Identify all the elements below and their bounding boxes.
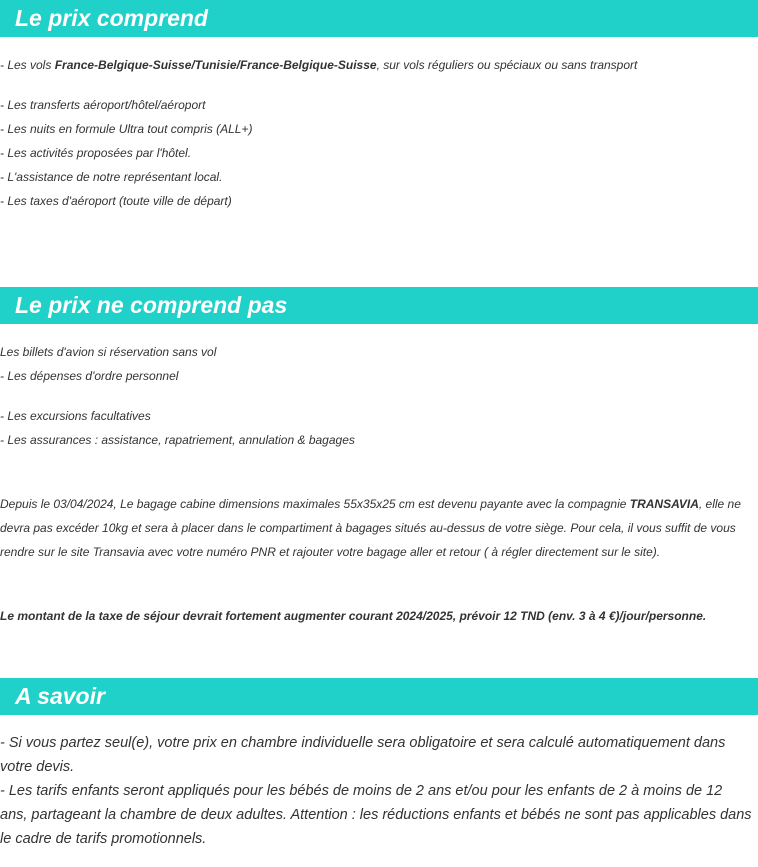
good-to-know-list [0,731,752,851]
list-item: - Les excursions facultatives [0,409,151,423]
list-item: - Les activités proposées par l'hôtel. [0,146,192,160]
list-item: - L'assistance de notre représentant local. [0,170,223,184]
section-header-good-to-know [0,678,758,715]
list-item: - Les taxes d'aéroport (toute ville de départ) [0,194,232,208]
tax-note: Le montant de la taxe de séjour devrait fortement augmenter courant 2024/2025, prévoir 12 TND (env. 3 à 4 €)/jour/personne. [0,609,707,623]
section-title: A savoir [15,683,105,709]
not-included-list-b [0,404,752,452]
airline-name: TRANSAVIA [629,497,699,511]
list-item: - Les transferts aéroport/hôtel/aéroport [0,98,206,112]
section-title: Le prix ne comprend pas [15,292,288,318]
included-list [0,93,752,213]
flights-line [0,53,752,77]
list-item: - Les assurances : assistance, rapatriement, annulation & bagages [0,433,355,447]
section-header-included [0,0,758,37]
list-item: - Les tarifs enfants seront appliqués pour les bébés de moins de 2 ans et/ou pour les enfants de 2 à moins de 12 ans, partageant la chambre de deux adultes. Attention : les réductions enfants et bébés ne sont pas applicables dans le cadre de tarifs promotionnels. [0,783,752,847]
baggage-notice [0,492,752,564]
section-header-not-included [0,287,758,324]
tax-notice [0,604,752,628]
list-item: Les billets d'avion si réservation sans vol [0,345,217,359]
flights-prefix: - Les vols [0,58,55,72]
notice-suffix: , elle ne devra pas excéder 10kg et sera à placer dans le compartiment à bagages situés au-dessus de votre siège. Pour cela, il vous suffit de vous rendre sur le site Transavia avec votre numéro PNR et rajouter votre bagage aller et retour ( à régler directement sur le site). [0,497,741,559]
flights-routes: France-Belgique-Suisse/Tunisie/France-Belgique-Suisse [54,58,377,72]
flights-suffix: , sur vols réguliers ou spéciaux ou sans transport [376,58,638,72]
list-item: - Les nuits en formule Ultra tout compris (ALL+) [0,122,253,136]
notice-paragraph [0,492,752,564]
notice-prefix: Depuis le 03/04/2024, Le bagage cabine dimensions maximales 55x35x25 cm est devenu payante avec la compagnie [0,497,630,511]
list-item: - Les dépenses d'ordre personnel [0,369,179,383]
included-flights [0,53,752,77]
not-included-list-a [0,340,752,388]
section-title: Le prix comprend [15,5,208,31]
list-item: - Si vous partez seul(e), votre prix en chambre individuelle sera obligatoire et sera calculé automatiquement dans votre devis. [0,735,726,775]
